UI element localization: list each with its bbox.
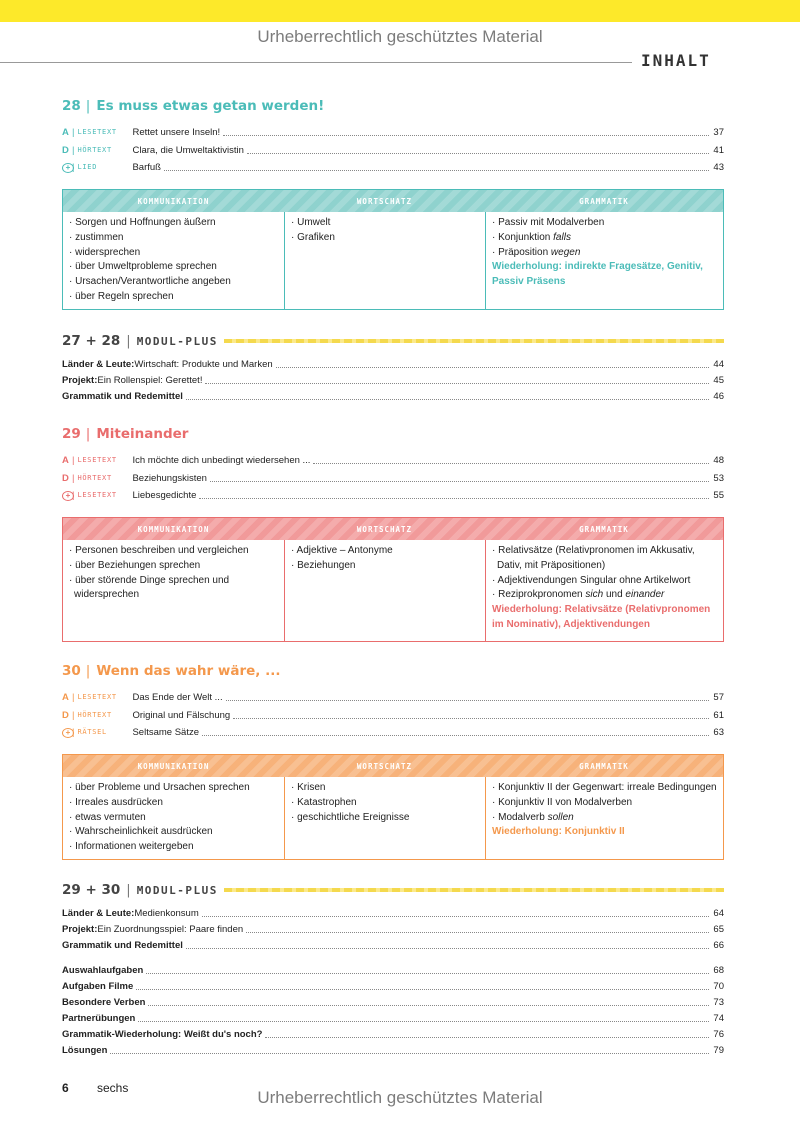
- wortschatz-list: · Adjektive – Antonyme · Beziehungen: [284, 540, 485, 641]
- plus-icon: +: [62, 728, 74, 738]
- toc-entry[interactable]: Länder & Leute: Wirtschaft: Produkte und Marken 44: [62, 359, 724, 370]
- appendix-entry[interactable]: Lösungen 79: [62, 1045, 724, 1056]
- toc-entry[interactable]: + | RÄTSEL Seltsame Sätze 63: [62, 725, 724, 738]
- chapter-number: 28: [62, 98, 81, 114]
- toc-entry[interactable]: D | HÖRTEXT Original und Fälschung 61: [62, 710, 724, 721]
- chapter-28-title[interactable]: 28 | Es muss etwas getan werden!: [62, 98, 325, 114]
- top-accent-bar: [0, 0, 800, 22]
- appendix-entry[interactable]: Grammatik-Wiederholung: Weißt du's noch? 76: [62, 1029, 724, 1040]
- review-note: Wiederholung: Relativsätze (Relativpronomen im Nominativ), Adjektivendungen: [492, 604, 711, 630]
- wave-divider: [224, 339, 724, 343]
- entry-title: Clara, die Umweltaktivistin: [132, 145, 244, 156]
- page-number-word: sechs: [97, 1081, 129, 1095]
- toc-entry[interactable]: Länder & Leute: Medienkonsum 64: [62, 908, 724, 919]
- chapter-30-overview: KOMMUNIKATION WORTSCHATZ GRAMMATIK · über Probleme und Ursachen sprechen · Irreales ausdrücken · etwas vermuten · Wahrscheinlichkeit ausdrücken · Informationen weitergeben · Krisen · Katastrophen · geschichtliche Ereignisse · Konjunktiv II der Gegenwart: irreale Bedingungen · Konjunktiv II von Modalverben · Modalverb sollen Wiederholung: Konjunktiv II: [62, 754, 724, 860]
- kommunikation-list: · Personen beschreiben und vergleichen · über Beziehungen sprechen · über störende Dinge sprechen und widersprechen: [69, 545, 249, 601]
- toc-entry[interactable]: Projekt: Ein Rollenspiel: Gerettet! 45: [62, 375, 724, 386]
- grammatik-list: · Konjunktiv II der Gegenwart: irreale Bedingungen · Konjunktiv II von Modalverben · Modalverb sollen Wiederholung: Konjunktiv II: [485, 777, 723, 859]
- page-number: 6: [62, 1081, 69, 1095]
- entry-type: LESETEXT: [77, 128, 117, 136]
- entry-page: 41: [713, 145, 724, 156]
- entry-marker: A: [62, 127, 69, 138]
- appendix-entry[interactable]: Auswahlaufgaben 68: [62, 965, 724, 976]
- toc-entry[interactable]: Grammatik und Redemittel 46: [62, 391, 724, 402]
- plus-icon: +: [62, 491, 74, 501]
- plus-icon: +: [62, 163, 74, 173]
- review-note: Wiederholung: indirekte Fragesätze, Genitiv, Passiv Präsens: [492, 261, 703, 288]
- appendix-entry[interactable]: Aufgaben Filme 70: [62, 981, 724, 992]
- entry-marker: D: [62, 145, 69, 156]
- entry-page: 43: [713, 162, 724, 173]
- grammatik-list: · Relativsätze (Relativpronomen im Akkusativ, Dativ, mit Präpositionen) · Adjektivendungen Singular ohne Artikelwort · Reziprokpronomen sich und einander Wiederholung: Relativsätze (Relativpronomen im Nominativ), Adjektivendungen: [485, 540, 723, 641]
- chapter-28-overview: [62, 189, 724, 310]
- toc-entry[interactable]: Grammatik und Redemittel 66: [62, 940, 724, 951]
- grammatik-list: · Passiv mit Modalverben · Konjunktion falls · Präposition wegen Wiederholung: indirekte Fragesätze, Genitiv, Passiv Präsens: [485, 212, 723, 309]
- entry-title: Barfuß: [132, 162, 161, 173]
- toc-entry[interactable]: + | LESETEXT Liebesgedichte 55: [62, 488, 724, 501]
- modul-plus-29-30: 29 + 30 | MODUL-PLUS: [62, 882, 724, 898]
- modul-plus-27-28: 27 + 28 | MODUL-PLUS: [62, 333, 724, 349]
- review-note: Wiederholung: Konjunktiv II: [492, 826, 625, 838]
- kommunikation-list: · Sorgen und Hoffnungen äußern · zustimmen · widersprechen · über Umweltprobleme sprechen · Ursachen/Verantwortliche angeben · über Regeln sprechen: [69, 217, 231, 302]
- watermark-bottom: Urheberrechtlich geschütztes Material: [257, 1088, 543, 1107]
- appendix-entry[interactable]: Partnerübungen 74: [62, 1013, 724, 1024]
- entry-page: 37: [713, 127, 724, 138]
- chapter-29-title[interactable]: 29 | Miteinander: [62, 426, 189, 442]
- grammatik-header: GRAMMATIK: [579, 196, 629, 206]
- kommunikation-header: KOMMUNIKATION: [137, 196, 210, 206]
- toc-entry[interactable]: Projekt: Ein Zuordnungsspiel: Paare finden 65: [62, 924, 724, 935]
- toc-entry[interactable]: A | LESETEXT Das Ende der Welt ... 57: [62, 692, 724, 703]
- toc-entry[interactable]: + | LIED Barfuß 43: [62, 160, 724, 173]
- wortschatz-list: · Umwelt · Grafiken: [284, 212, 485, 309]
- toc-entry[interactable]: D | HÖRTEXT Beziehungskisten 53: [62, 473, 724, 484]
- toc-entry[interactable]: D | HÖRTEXT Clara, die Umweltaktivistin 41: [62, 145, 724, 156]
- toc-entry[interactable]: A | LESETEXT Ich möchte dich unbedingt wiedersehen ... 48: [62, 455, 724, 466]
- header-rule: [0, 62, 632, 63]
- chapter-name: Es muss etwas getan werden!: [96, 98, 325, 114]
- watermark-top: Urheberrechtlich geschütztes Material: [257, 27, 543, 46]
- entry-type: HÖRTEXT: [77, 146, 112, 154]
- appendix-entry[interactable]: Besondere Verben 73: [62, 997, 724, 1008]
- entry-title: Rettet unsere Inseln!: [132, 127, 221, 138]
- page-title: INHALT: [641, 51, 711, 70]
- wortschatz-header: WORTSCHATZ: [356, 196, 413, 206]
- kommunikation-list: · über Probleme und Ursachen sprechen · Irreales ausdrücken · etwas vermuten · Wahrscheinlichkeit ausdrücken · Informationen weitergeben: [69, 782, 250, 853]
- toc-entry[interactable]: A | LESETEXT Rettet unsere Inseln! 37: [62, 127, 724, 138]
- entry-type: LIED: [77, 163, 98, 171]
- chapter-30-title[interactable]: 30 | Wenn das wahr wäre, ...: [62, 663, 281, 679]
- wave-divider: [224, 888, 724, 892]
- chapter-29-overview: KOMMUNIKATION WORTSCHATZ GRAMMATIK · Personen beschreiben und vergleichen · über Beziehungen sprechen · über störende Dinge sprechen und widersprechen · Adjektive – Antonyme · Beziehungen · Relativsätze (Relativpronomen im Akkusativ, Dativ, mit Präpositionen) · Adjektivendungen Singular ohne Artikelwort · Reziprokpronomen sich und einander Wiederholung: Relativsätze (Relativpronomen im Nominativ), Adjektivendungen: [62, 517, 724, 642]
- wortschatz-list: · Krisen · Katastrophen · geschichtliche Ereignisse: [284, 777, 485, 859]
